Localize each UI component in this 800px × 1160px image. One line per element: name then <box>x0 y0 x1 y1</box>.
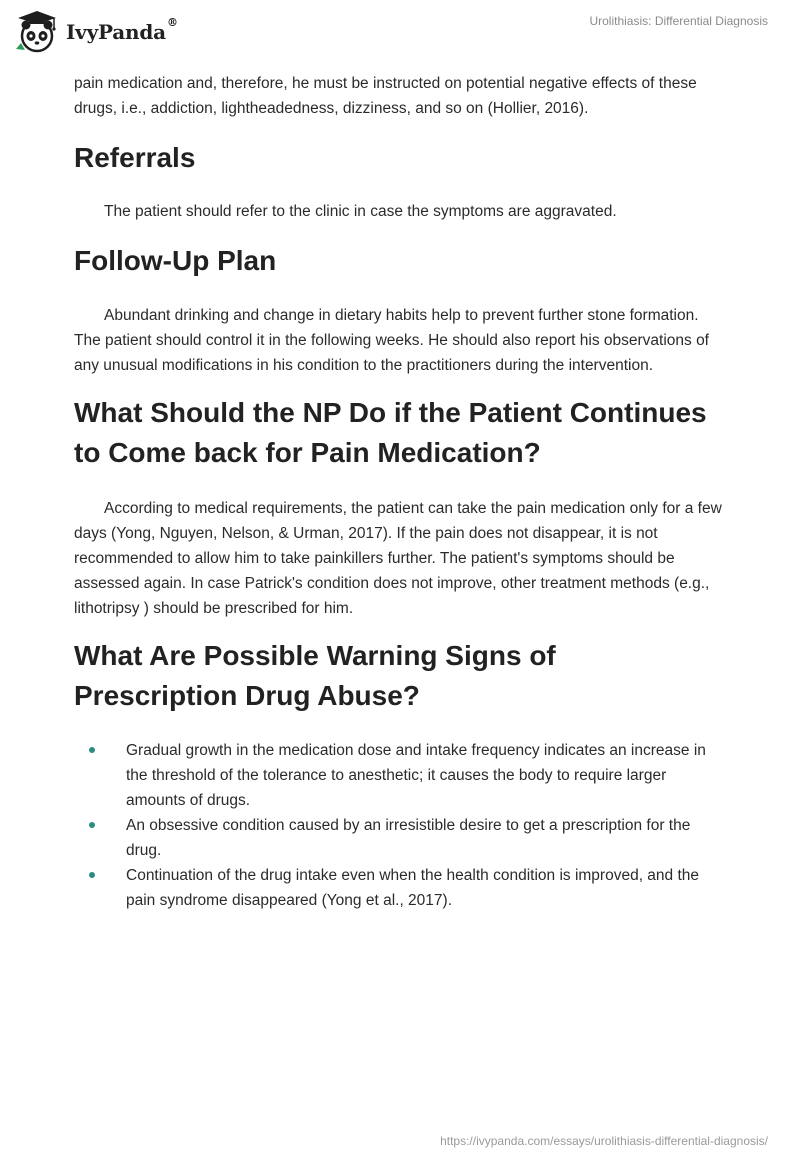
list-item <box>74 813 726 863</box>
source-url[interactable]: https://ivypanda.com/essays/urolithiasis-differential-diagnosis/ <box>440 1134 768 1148</box>
panda-graduate-icon <box>14 9 60 55</box>
intro-paragraph: pain medication and, therefore, he must be instructed on potential negative effects of these drugs, i.e., addiction, lightheadedness, dizziness, and so on (Hollier, 2016). <box>74 75 697 117</box>
followup-heading: Follow-Up Plan <box>74 245 277 276</box>
registered-mark: ® <box>166 16 178 29</box>
list-item <box>74 738 726 813</box>
np-heading: What Should the NP Do if the Patient Continues to Come back for Pain Medication? <box>74 397 707 468</box>
document-title: Urolithiasis: Differential Diagnosis <box>589 14 768 28</box>
list-item-text: Continuation of the drug intake even when the health condition is improved, and the pain syndrome disappeared (Yong et al., 2017). <box>126 867 700 909</box>
referrals-heading: Referrals <box>74 142 196 173</box>
referrals-paragraph: The patient should refer to the clinic in case the symptoms are aggravated. <box>104 203 617 220</box>
logo-text: IvyPanda <box>66 20 166 44</box>
list-item-text: Gradual growth in the medication dose and intake frequency indicates an increase in the threshold of the tolerance to anesthetic; it causes the body to require larger amounts of drugs. <box>126 742 706 809</box>
ivypanda-logo[interactable] <box>14 9 178 55</box>
bullet-icon <box>89 872 95 878</box>
page-header <box>0 0 800 70</box>
warning-signs-heading: What Are Possible Warning Signs of Prescription Drug Abuse? <box>74 640 556 711</box>
list-item <box>74 863 726 913</box>
bullet-icon <box>89 822 95 828</box>
np-paragraph: According to medical requirements, the patient can take the pain medication only for a few days (Yong, Nguyen, Nelson, & Urman, 2017). If the pain does not disappear, it is not recommended to allow him to take painkillers further. The patient's symptoms should be assessed again. In case Patrick's condition does not improve, other treatment methods (e.g., lithotripsy ) should be prescribed for him. <box>74 500 722 617</box>
followup-paragraph: Abundant drinking and change in dietary habits help to prevent further stone formation. The patient should control it in the following weeks. He should also report his observations of any unusual modifications in his condition to the practitioners during the intervention. <box>74 307 709 374</box>
logo-wordmark <box>66 16 178 44</box>
warning-signs-list <box>74 738 726 913</box>
bullet-icon <box>89 747 95 753</box>
essay-body <box>74 71 726 913</box>
list-item-text: An obsessive condition caused by an irresistible desire to get a prescription for the drug. <box>126 817 691 859</box>
